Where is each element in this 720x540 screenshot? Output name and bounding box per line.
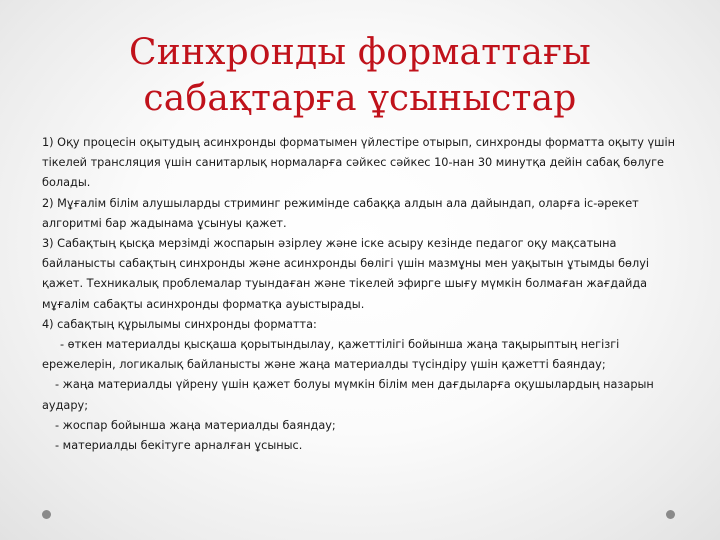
slide-title-line-1: Синхронды форматтағы bbox=[129, 32, 591, 73]
bullet-item-4: - материалды бекітуге арналған ұсыныс. bbox=[55, 439, 303, 453]
paragraph-2: 2) Мұғалім білім алушыларды стриминг режимінде сабаққа алдын ала дайындап, оларға іс-әрекет алгоритмі бар жадынама ұсынуы қажет. bbox=[42, 196, 639, 230]
bullet-item-3: - жоспар бойынша жаңа материалды баяндау; bbox=[55, 418, 336, 432]
paragraph-1: 1) Оқу процесін оқытудың асинхронды форматымен үйлестіре отырып, синхронды форматта оқыту үшін тікелей трансляция үшін санитарлық нормаларға сәйкес сәйкес 10-нан 30 минутқа дейін сабақ бөлуге болады. bbox=[42, 136, 676, 190]
slide-title-line-2: сабақтарға ұсыныстар bbox=[143, 78, 577, 119]
paragraph-4: 4) сабақтың құрылымы синхронды форматта: bbox=[42, 317, 317, 331]
bullet-item-1: - өткен материалды қысқаша қорытындылау, қажеттілігі бойынша жаңа тақырыптың негізгі ережелерін, логикалық байланысты және жаңа материалды түсіндіру үшін қажетті баяндау; bbox=[42, 338, 620, 372]
bullet-item-2: - жаңа материалды үйрену үшін қажет болуы мүмкін білім мен дағдыларға оқушылардың назарын аудару; bbox=[42, 378, 654, 412]
paragraph-3: 3) Сабақтың қысқа мерзімді жоспарын әзірлеу және іске асыру кезінде педагог оқу мақсатына байланысты сабақтың синхронды және асинхронды бөлігі үшін мазмұны мен уақытын ұтымды бөлуі қажет. Техникалық проблемалар туындаған және тікелей эфирге шығу мүмкін болмаған жағдайда мұғалім сабақты асинхронды форматқа ауыстырады. bbox=[42, 237, 650, 311]
decorative-dot-right bbox=[666, 510, 675, 519]
slide-title bbox=[60, 30, 660, 122]
slide-body bbox=[42, 133, 678, 456]
decorative-dot-left bbox=[42, 510, 51, 519]
